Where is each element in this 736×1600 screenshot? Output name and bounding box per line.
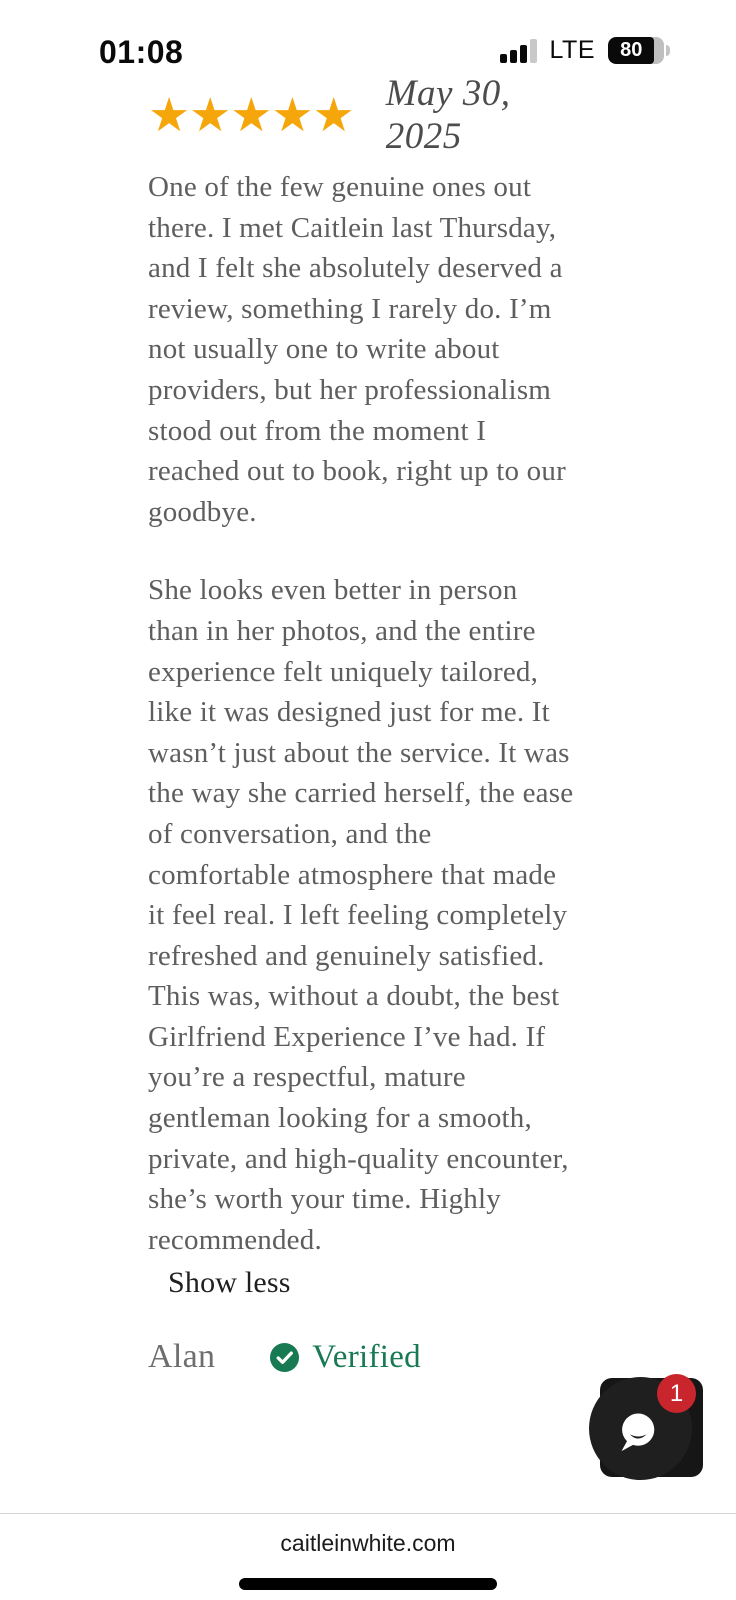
star-rating (148, 87, 355, 143)
rating-row (148, 73, 574, 157)
battery-icon (608, 37, 670, 64)
address-bar[interactable]: caitleinwhite.com (280, 1530, 456, 1556)
star-icon: ★ (189, 87, 232, 143)
star-icon: ★ (312, 87, 355, 143)
chat-unread-badge: 1 (657, 1374, 696, 1413)
show-less-button[interactable]: Show less (168, 1266, 291, 1300)
reviewer-name: Alan (148, 1338, 216, 1376)
review-paragraph: She looks even better in person than in her photos, and the entire experience felt uniquely tailored, like it was designed just for me. It wasn’t just about the service. It was the way she carried herself, the ease of conversation, and the comfortable atmosphere that made it feel real. I left feeling completely refreshed and genuinely satisfied. This was, without a doubt, the best Girlfriend Experience I’ve had. If you’re a respectful, mature gentleman looking for a smooth, private, and high-quality encounter, she’s worth your time. Highly recommended. (148, 574, 574, 1256)
status-icons (500, 36, 671, 65)
chat-widget-button[interactable] (600, 1378, 703, 1477)
reviewer-row (148, 1338, 574, 1376)
verified-check-icon (269, 1342, 300, 1373)
star-icon: ★ (148, 87, 191, 143)
battery-percent: 80 (620, 39, 643, 61)
home-indicator[interactable] (239, 1578, 497, 1590)
review-date: May 30, 2025 (385, 73, 511, 157)
status-time: 01:08 (99, 34, 184, 70)
status-bar (0, 0, 736, 84)
network-type-label: LTE (549, 36, 595, 64)
verified-badge-label: Verified (312, 1338, 421, 1375)
chat-bubble-icon (606, 1401, 668, 1463)
star-icon: ★ (271, 87, 314, 143)
review-paragraph: One of the few genuine ones out there. I met Caitlein last Thursday, and I felt she absolutely deserved a review, something I rarely do. I’m not usually one to write about providers, but her professionalism stood out from the moment I reached out to book, right up to our goodbye. (148, 171, 566, 528)
cellular-signal-icon (500, 39, 537, 63)
star-icon: ★ (230, 87, 273, 143)
browser-bottom-bar (0, 1513, 736, 1600)
review-card (148, 73, 574, 1376)
review-text (148, 167, 574, 1260)
